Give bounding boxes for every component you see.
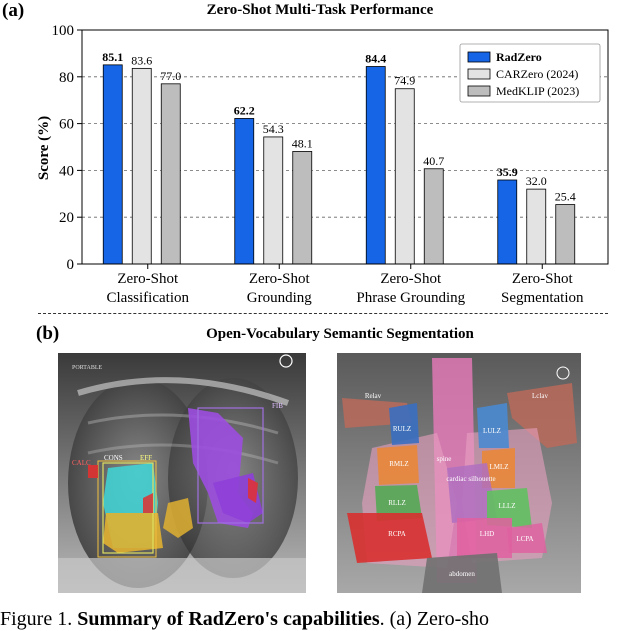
x-tick-label: Zero-Shot — [511, 271, 573, 287]
rllz-label: RLLZ — [388, 499, 406, 507]
bar — [103, 65, 122, 264]
x-tick-label: Grounding — [246, 290, 312, 306]
bar-value-label: 40.7 — [423, 153, 445, 168]
rclav-label: Relav — [364, 392, 382, 400]
bar-value-label: 85.1 — [102, 49, 124, 64]
x-tick-label: Classification — [106, 290, 189, 306]
lulz-label: LULZ — [483, 427, 501, 435]
bar-value-label: 35.9 — [496, 164, 518, 179]
bar — [132, 68, 151, 264]
left-xray-image — [58, 353, 306, 593]
bar — [556, 205, 575, 264]
lllz-label: LLLZ — [498, 502, 516, 510]
bar-value-label: 25.4 — [554, 189, 576, 204]
x-tick-label: Segmentation — [501, 290, 584, 306]
lclav-label: Lclav — [532, 392, 548, 400]
y-tick-label: 100 — [51, 23, 74, 39]
cardiac-silhouette-label: cardiac silhouette — [446, 475, 496, 483]
chart-title: Zero-Shot Multi-Task Performance — [206, 2, 434, 18]
legend-label: CARZero (2024) — [496, 67, 579, 81]
legend-swatch — [468, 86, 490, 96]
legend-label: RadZero — [496, 50, 542, 64]
cons-label: CONS — [104, 454, 123, 462]
eff-label: EFF — [140, 454, 153, 462]
lcpa-label: LCPA — [516, 535, 534, 543]
y-tick-label: 0 — [66, 257, 74, 273]
legend-label: MedKLIP (2023) — [496, 84, 580, 98]
figure-caption — [0, 608, 640, 631]
abdomen-label: abdomen — [449, 570, 475, 578]
bar — [293, 151, 312, 264]
bar — [527, 189, 546, 264]
bar-value-label: 48.1 — [291, 136, 313, 151]
rcpa-label: RCPA — [388, 530, 406, 538]
x-tick-label: Zero-Shot — [248, 271, 310, 287]
bar — [424, 169, 443, 264]
panel-b-label: (b) — [36, 323, 60, 344]
bar — [161, 84, 180, 264]
lhd-label: LHD — [479, 530, 495, 538]
bar — [395, 89, 414, 264]
rmlz-label: RMLZ — [389, 460, 409, 468]
right-xray-image — [337, 353, 581, 593]
bar — [235, 118, 254, 264]
y-tick-label: 80 — [59, 69, 74, 86]
section-divider — [38, 313, 608, 314]
bar-value-label: 62.2 — [233, 103, 255, 118]
bar — [366, 67, 385, 264]
fib-label: FIB — [272, 402, 283, 410]
caption-bold: Summary of RadZero's capabilities — [77, 608, 380, 630]
y-tick-label: 60 — [59, 116, 74, 133]
legend-swatch — [468, 52, 490, 62]
bar-chart — [0, 0, 640, 310]
calc-label: CALC — [72, 459, 91, 467]
bar — [498, 180, 517, 264]
lmlz-label: LMLZ — [489, 463, 509, 471]
bar-value-label: 77.0 — [160, 68, 182, 83]
bar-value-label: 54.3 — [262, 121, 284, 136]
panel-a-label: (a) — [2, 0, 25, 21]
spine-label: spine — [436, 455, 452, 463]
x-tick-label: Zero-Shot — [380, 271, 442, 287]
y-tick-label: 40 — [59, 163, 74, 180]
portable-marker: PORTABLE — [72, 365, 103, 371]
bar-value-label: 83.6 — [131, 53, 153, 68]
rulz-label: RULZ — [392, 425, 412, 433]
caption-rest: . (a) Zero-sho — [379, 608, 490, 630]
bar — [264, 137, 283, 264]
bar-value-label: 32.0 — [525, 174, 547, 189]
bar-value-label: 84.4 — [365, 51, 387, 66]
y-tick-label: 20 — [59, 210, 74, 227]
x-tick-label: Phrase Grounding — [356, 290, 466, 306]
legend-swatch — [468, 69, 490, 79]
y-axis-label: Score (%) — [36, 115, 52, 181]
x-tick-label: Zero-Shot — [117, 271, 179, 287]
bar-value-label: 74.9 — [394, 73, 416, 88]
caption-prefix: Figure 1. — [0, 608, 78, 630]
segmentation-title: Open-Vocabulary Semantic Segmentation — [206, 326, 474, 342]
